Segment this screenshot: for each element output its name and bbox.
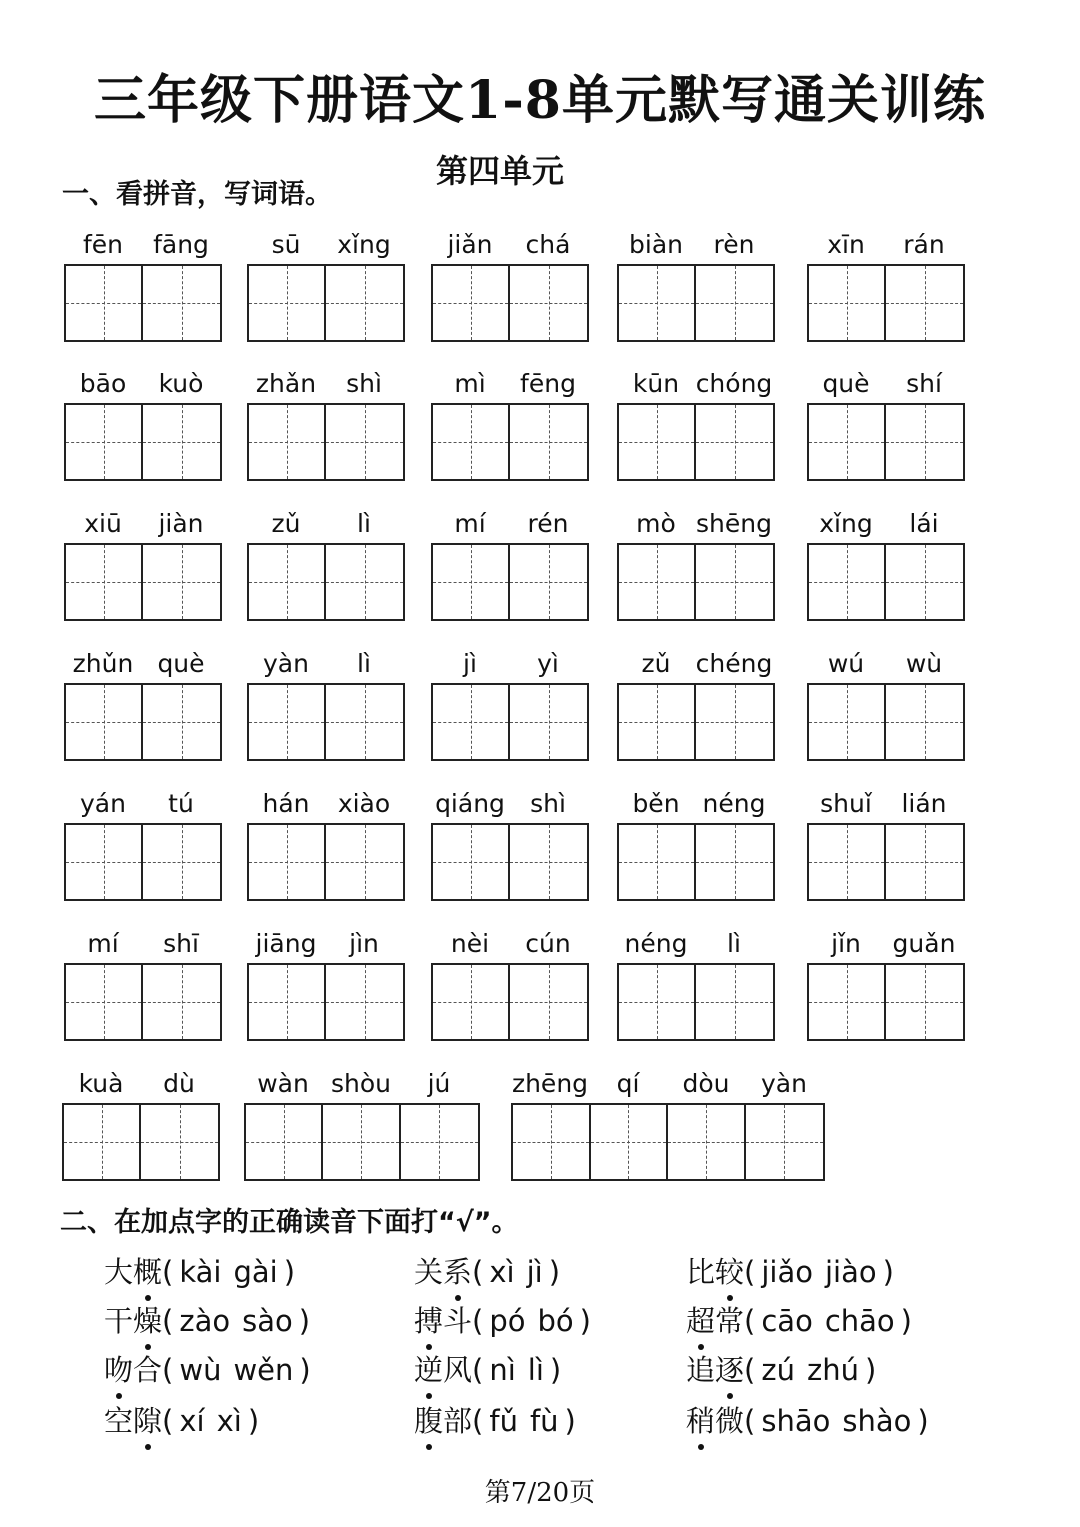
tianzige-cell[interactable]: [141, 1105, 218, 1179]
pinyin-syllable: kuò: [158, 369, 204, 398]
pinyin-syllable: xǐng: [819, 509, 873, 538]
tianzige-cell[interactable]: [886, 405, 963, 479]
pinyin-row: [247, 787, 403, 821]
writing-boxes[interactable]: [431, 403, 589, 481]
reading-option[interactable]: fǔ: [489, 1404, 518, 1438]
pinyin-syllable: shuǐ: [820, 789, 872, 818]
character: 关: [414, 1255, 444, 1289]
pinyin-syllable: jì: [463, 649, 477, 678]
dotted-character: 稍: [686, 1399, 715, 1440]
tianzige-cell[interactable]: [510, 266, 587, 340]
pinyin-syllable: shī: [163, 929, 199, 958]
pinyin-syllable: kūn: [632, 369, 680, 398]
pinyin-syllable: rèn: [713, 230, 755, 259]
pronunciation-item: [414, 1348, 561, 1389]
pinyin-syllable: què: [822, 369, 870, 398]
pronunciation-item: [104, 1299, 310, 1340]
dotted-character: 逆: [414, 1348, 443, 1389]
character: 部: [443, 1404, 473, 1438]
reading-option[interactable]: xì: [489, 1255, 515, 1289]
pinyin-syllable: wú: [827, 649, 865, 678]
tianzige-cell[interactable]: [66, 825, 143, 899]
reading-option[interactable]: gài: [233, 1255, 278, 1289]
pinyin-syllable: xiū: [84, 509, 122, 538]
tianzige-cell[interactable]: [619, 685, 696, 759]
tianzige-cell[interactable]: [66, 965, 143, 1039]
tianzige-cell[interactable]: [326, 825, 403, 899]
pinyin-syllable: lì: [357, 509, 371, 538]
tianzige-cell[interactable]: [696, 965, 773, 1039]
tianzige-cell[interactable]: [246, 1105, 323, 1179]
pinyin-syllable: shòu: [330, 1069, 391, 1098]
tianzige-cell[interactable]: [433, 266, 510, 340]
pinyin-row: [617, 507, 773, 541]
tianzige-cell[interactable]: [696, 545, 773, 619]
pinyin-syllable: xǐng: [337, 230, 391, 259]
pinyin-syllable: chóng: [695, 369, 773, 398]
reading-option[interactable]: shāo: [761, 1404, 831, 1438]
reading-option[interactable]: zhú: [806, 1353, 859, 1387]
pinyin-row: [247, 367, 403, 401]
pinyin-syllable: wàn: [257, 1069, 309, 1098]
tianzige-cell[interactable]: [249, 965, 326, 1039]
character: 合: [133, 1353, 163, 1387]
open-paren: (: [472, 1353, 484, 1387]
writing-boxes[interactable]: [62, 1103, 220, 1181]
pinyin-syllable: sū: [271, 230, 301, 259]
pinyin-syllable: lián: [901, 789, 947, 818]
reading-option[interactable]: zú: [761, 1353, 795, 1387]
tianzige-cell[interactable]: [809, 685, 886, 759]
pinyin-syllable: jiǎn: [447, 230, 493, 259]
reading-option[interactable]: chāo: [824, 1304, 895, 1338]
writing-boxes[interactable]: [431, 264, 589, 342]
tianzige-cell[interactable]: [66, 545, 143, 619]
pronunciation-item: [414, 1299, 591, 1340]
pinyin-row: [807, 927, 963, 961]
writing-boxes[interactable]: [807, 683, 965, 761]
pinyin-syllable: shēng: [696, 509, 772, 538]
pinyin-syllable: kuà: [78, 1069, 124, 1098]
pinyin-syllable: jiàn: [158, 509, 204, 538]
pinyin-row: [431, 647, 587, 681]
character: 斗: [443, 1304, 473, 1338]
pinyin-row: [64, 228, 220, 262]
tianzige-cell[interactable]: [886, 965, 963, 1039]
pinyin-syllable: cún: [525, 929, 571, 958]
open-paren: (: [472, 1404, 484, 1438]
open-paren: (: [744, 1404, 756, 1438]
writing-boxes[interactable]: [617, 823, 775, 901]
open-paren: (: [744, 1353, 756, 1387]
reading-option[interactable]: zào: [179, 1304, 231, 1338]
pinyin-row: [64, 927, 220, 961]
pinyin-row: [617, 647, 773, 681]
tianzige-cell[interactable]: [513, 1105, 591, 1179]
writing-boxes[interactable]: [807, 403, 965, 481]
pinyin-syllable: fēng: [520, 369, 576, 398]
tianzige-cell[interactable]: [143, 405, 220, 479]
pinyin-syllable: xīn: [827, 230, 865, 259]
open-paren: (: [744, 1304, 756, 1338]
pronunciation-item: [104, 1250, 295, 1291]
writing-boxes[interactable]: [617, 264, 775, 342]
pinyin-syllable: běn: [632, 789, 680, 818]
pronunciation-item: [686, 1399, 929, 1440]
writing-boxes[interactable]: [64, 403, 222, 481]
character: 空: [104, 1404, 134, 1438]
page-number: 第7/20页: [484, 1478, 596, 1508]
reading-option[interactable]: wù: [179, 1353, 222, 1387]
tianzige-cell[interactable]: [433, 965, 510, 1039]
pinyin-row: [247, 927, 403, 961]
tianzige-cell[interactable]: [746, 1105, 823, 1179]
reading-option[interactable]: fù: [529, 1404, 559, 1438]
tianzige-cell[interactable]: [510, 545, 587, 619]
pinyin-row: [247, 228, 403, 262]
section-1-heading: 一、看拼音，写词语。: [62, 179, 332, 210]
pinyin-row: [64, 367, 220, 401]
pinyin-row: [431, 507, 587, 541]
pinyin-syllable: biàn: [629, 230, 683, 259]
pinyin-syllable: shí: [906, 369, 942, 398]
tianzige-cell[interactable]: [619, 825, 696, 899]
pinyin-row: [617, 927, 773, 961]
pinyin-syllable: chéng: [695, 649, 773, 678]
pronunciation-item: [414, 1250, 560, 1291]
pinyin-syllable: dù: [163, 1069, 195, 1098]
dotted-character: 搏: [414, 1299, 443, 1340]
close-paren: ): [298, 1304, 311, 1338]
pinyin-row: [247, 647, 403, 681]
pronunciation-item: [686, 1250, 894, 1291]
reading-option[interactable]: xí: [179, 1404, 205, 1438]
pronunciation-item: [414, 1399, 576, 1440]
tianzige-cell[interactable]: [886, 266, 963, 340]
tianzige-cell[interactable]: [433, 685, 510, 759]
tianzige-cell[interactable]: [668, 1105, 746, 1179]
pinyin-syllable: mí: [454, 509, 486, 538]
pinyin-row: [431, 228, 587, 262]
pinyin-row: [807, 228, 963, 262]
tianzige-cell[interactable]: [249, 825, 326, 899]
tianzige-cell[interactable]: [696, 825, 773, 899]
pinyin-syllable: néng: [624, 929, 688, 958]
unit-subtitle: 第四单元: [435, 152, 564, 190]
pinyin-syllable: guǎn: [892, 929, 956, 958]
tianzige-cell[interactable]: [143, 965, 220, 1039]
character: 追: [686, 1353, 716, 1387]
pronunciation-item: [104, 1399, 259, 1440]
character: 风: [443, 1353, 473, 1387]
tianzige-cell[interactable]: [326, 405, 403, 479]
tianzige-cell[interactable]: [433, 825, 510, 899]
writing-boxes[interactable]: [617, 963, 775, 1041]
tianzige-cell[interactable]: [143, 825, 220, 899]
writing-boxes[interactable]: [247, 683, 405, 761]
pinyin-row: [64, 787, 220, 821]
tianzige-cell[interactable]: [433, 545, 510, 619]
pinyin-syllable: jìn: [349, 929, 379, 958]
pinyin-row: [64, 647, 220, 681]
pinyin-syllable: mì: [454, 369, 486, 398]
close-paren: ): [299, 1353, 311, 1387]
dotted-character: 系: [443, 1250, 472, 1291]
tianzige-cell[interactable]: [249, 405, 326, 479]
tianzige-cell[interactable]: [809, 965, 886, 1039]
reading-option[interactable]: jiào: [825, 1255, 877, 1289]
pinyin-syllable: lì: [357, 649, 371, 678]
writing-boxes[interactable]: [247, 543, 405, 621]
tianzige-cell[interactable]: [886, 825, 963, 899]
writing-boxes[interactable]: [807, 963, 965, 1041]
tianzige-cell[interactable]: [143, 685, 220, 759]
pinyin-syllable: lái: [909, 509, 939, 538]
tianzige-cell[interactable]: [696, 266, 773, 340]
open-paren: (: [472, 1255, 484, 1289]
reading-option[interactable]: wěn: [233, 1353, 294, 1387]
writing-boxes[interactable]: [244, 1103, 480, 1181]
open-paren: (: [162, 1404, 174, 1438]
tianzige-cell[interactable]: [619, 545, 696, 619]
pinyin-row: [247, 507, 403, 541]
reading-option[interactable]: jì: [526, 1255, 543, 1289]
dotted-character: 较: [715, 1250, 744, 1291]
writing-boxes[interactable]: [247, 823, 405, 901]
reading-option[interactable]: shào: [842, 1404, 912, 1438]
tianzige-cell[interactable]: [510, 685, 587, 759]
open-paren: (: [162, 1255, 174, 1289]
page-title: 三年级下册语文1-8单元默写通关训练: [94, 70, 986, 131]
writing-boxes[interactable]: [617, 403, 775, 481]
pinyin-syllable: rán: [903, 230, 945, 259]
close-paren: ): [548, 1255, 561, 1289]
pinyin-row: [807, 367, 963, 401]
pinyin-syllable: néng: [702, 789, 766, 818]
open-paren: (: [162, 1304, 174, 1338]
character: 常: [715, 1304, 745, 1338]
pronunciation-item: [686, 1348, 876, 1389]
pinyin-syllable: zhǎn: [255, 369, 317, 398]
section-2-heading: 二、在加点字的正确读音下面打“√”。: [60, 1207, 519, 1238]
tianzige-cell[interactable]: [510, 405, 587, 479]
reading-option[interactable]: pó: [489, 1304, 526, 1338]
writing-boxes[interactable]: [807, 543, 965, 621]
writing-boxes[interactable]: [64, 543, 222, 621]
tianzige-cell[interactable]: [323, 1105, 400, 1179]
writing-boxes[interactable]: [431, 543, 589, 621]
pinyin-syllable: jiāng: [255, 929, 317, 958]
pinyin-row: [807, 647, 963, 681]
tianzige-cell[interactable]: [326, 545, 403, 619]
dotted-character: 燥: [133, 1299, 162, 1340]
reading-option[interactable]: nì: [489, 1353, 516, 1387]
writing-boxes[interactable]: [617, 683, 775, 761]
pinyin-row: [431, 367, 587, 401]
dotted-character: 概: [133, 1250, 162, 1291]
pinyin-syllable: fāng: [153, 230, 209, 259]
pronunciation-item: [686, 1299, 912, 1340]
pinyin-syllable: jǐn: [831, 929, 861, 958]
writing-boxes[interactable]: [431, 823, 589, 901]
writing-boxes[interactable]: [431, 683, 589, 761]
pinyin-row: [244, 1067, 478, 1101]
tianzige-cell[interactable]: [809, 266, 886, 340]
writing-boxes[interactable]: [807, 264, 965, 342]
writing-boxes[interactable]: [64, 823, 222, 901]
tianzige-cell[interactable]: [64, 1105, 141, 1179]
pronunciation-item: [104, 1348, 311, 1389]
tianzige-cell[interactable]: [66, 266, 143, 340]
pinyin-syllable: yì: [537, 649, 559, 678]
reading-option[interactable]: jiǎo: [761, 1255, 813, 1289]
dotted-character: 吻: [104, 1348, 133, 1389]
pinyin-row: [617, 228, 773, 262]
character: 干: [104, 1304, 134, 1338]
close-paren: ): [283, 1255, 296, 1289]
tianzige-cell[interactable]: [696, 685, 773, 759]
pinyin-syllable: nèi: [450, 929, 490, 958]
pinyin-syllable: fēn: [82, 230, 124, 259]
pinyin-row: [617, 787, 773, 821]
writing-boxes[interactable]: [807, 823, 965, 901]
pinyin-syllable: hán: [262, 789, 310, 818]
tianzige-cell[interactable]: [249, 685, 326, 759]
tianzige-cell[interactable]: [619, 405, 696, 479]
pinyin-syllable: qiáng: [435, 789, 505, 818]
pinyin-syllable: zǔ: [641, 649, 671, 678]
pinyin-syllable: dòu: [682, 1069, 730, 1098]
pinyin-row: [617, 367, 773, 401]
pinyin-syllable: shì: [346, 369, 382, 398]
close-paren: ): [900, 1304, 912, 1338]
pinyin-syllable: mí: [87, 929, 119, 958]
writing-boxes[interactable]: [247, 403, 405, 481]
tianzige-cell[interactable]: [66, 685, 143, 759]
writing-boxes[interactable]: [64, 963, 222, 1041]
character: 大: [104, 1255, 134, 1289]
writing-boxes[interactable]: [617, 543, 775, 621]
reading-option[interactable]: sào: [242, 1304, 293, 1338]
tianzige-cell[interactable]: [143, 545, 220, 619]
pinyin-syllable: zhǔn: [72, 649, 134, 678]
close-paren: ): [247, 1404, 260, 1438]
tianzige-cell[interactable]: [886, 545, 963, 619]
pinyin-syllable: shì: [530, 789, 566, 818]
dotted-character: 逐: [715, 1348, 744, 1389]
pinyin-syllable: bāo: [79, 369, 127, 398]
tianzige-cell[interactable]: [326, 266, 403, 340]
dotted-character: 超: [686, 1299, 715, 1340]
pinyin-syllable: mò: [636, 509, 676, 538]
dotted-character: 隙: [133, 1399, 162, 1440]
open-paren: (: [162, 1353, 174, 1387]
close-paren: ): [864, 1353, 877, 1387]
pinyin-syllable: zhēng: [511, 1069, 589, 1098]
reading-option[interactable]: kài: [179, 1255, 222, 1289]
pinyin-syllable: tú: [168, 789, 194, 818]
tianzige-cell[interactable]: [809, 545, 886, 619]
tianzige-cell[interactable]: [433, 405, 510, 479]
tianzige-cell[interactable]: [619, 965, 696, 1039]
writing-boxes[interactable]: [511, 1103, 825, 1181]
tianzige-cell[interactable]: [809, 405, 886, 479]
pinyin-syllable: zǔ: [271, 509, 301, 538]
tianzige-cell[interactable]: [591, 1105, 669, 1179]
tianzige-cell[interactable]: [510, 965, 587, 1039]
writing-boxes[interactable]: [247, 264, 405, 342]
pinyin-syllable: chá: [525, 230, 571, 259]
close-paren: ): [579, 1304, 591, 1338]
pinyin-syllable: lì: [727, 929, 741, 958]
pinyin-syllable: yán: [80, 789, 126, 818]
tianzige-cell[interactable]: [696, 405, 773, 479]
tianzige-cell[interactable]: [619, 266, 696, 340]
pinyin-syllable: qí: [616, 1069, 640, 1098]
reading-option[interactable]: bó: [537, 1304, 574, 1338]
reading-option[interactable]: cāo: [761, 1304, 813, 1338]
character: 比: [686, 1255, 716, 1289]
close-paren: ): [564, 1404, 576, 1438]
reading-option[interactable]: lì: [527, 1353, 544, 1387]
tianzige-cell[interactable]: [809, 825, 886, 899]
pinyin-row: [807, 787, 963, 821]
pinyin-syllable: jú: [427, 1069, 451, 1098]
pinyin-syllable: què: [157, 649, 205, 678]
pinyin-syllable: yàn: [761, 1069, 807, 1098]
tianzige-cell[interactable]: [249, 545, 326, 619]
tianzige-cell[interactable]: [66, 405, 143, 479]
writing-boxes[interactable]: [247, 963, 405, 1041]
pinyin-row: [64, 507, 220, 541]
tianzige-cell[interactable]: [249, 266, 326, 340]
tianzige-cell[interactable]: [143, 266, 220, 340]
pinyin-syllable: yàn: [263, 649, 309, 678]
tianzige-cell[interactable]: [401, 1105, 478, 1179]
tianzige-cell[interactable]: [886, 685, 963, 759]
reading-option[interactable]: xì: [216, 1404, 242, 1438]
pinyin-row: [431, 927, 587, 961]
dotted-character: 腹: [414, 1399, 443, 1440]
close-paren: ): [549, 1353, 562, 1387]
tianzige-cell[interactable]: [326, 965, 403, 1039]
writing-boxes[interactable]: [64, 264, 222, 342]
close-paren: ): [882, 1255, 894, 1289]
pinyin-syllable: wù: [905, 649, 943, 678]
open-paren: (: [744, 1255, 756, 1289]
writing-boxes[interactable]: [64, 683, 222, 761]
pinyin-row: [431, 787, 587, 821]
character: 微: [715, 1404, 745, 1438]
pinyin-row: [807, 507, 963, 541]
close-paren: ): [917, 1404, 929, 1438]
pinyin-syllable: xiào: [337, 789, 391, 818]
pinyin-row: [511, 1067, 823, 1101]
tianzige-cell[interactable]: [510, 825, 587, 899]
open-paren: (: [472, 1304, 484, 1338]
pinyin-syllable: rén: [527, 509, 569, 538]
pinyin-row: [62, 1067, 218, 1101]
writing-boxes[interactable]: [431, 963, 589, 1041]
tianzige-cell[interactable]: [326, 685, 403, 759]
